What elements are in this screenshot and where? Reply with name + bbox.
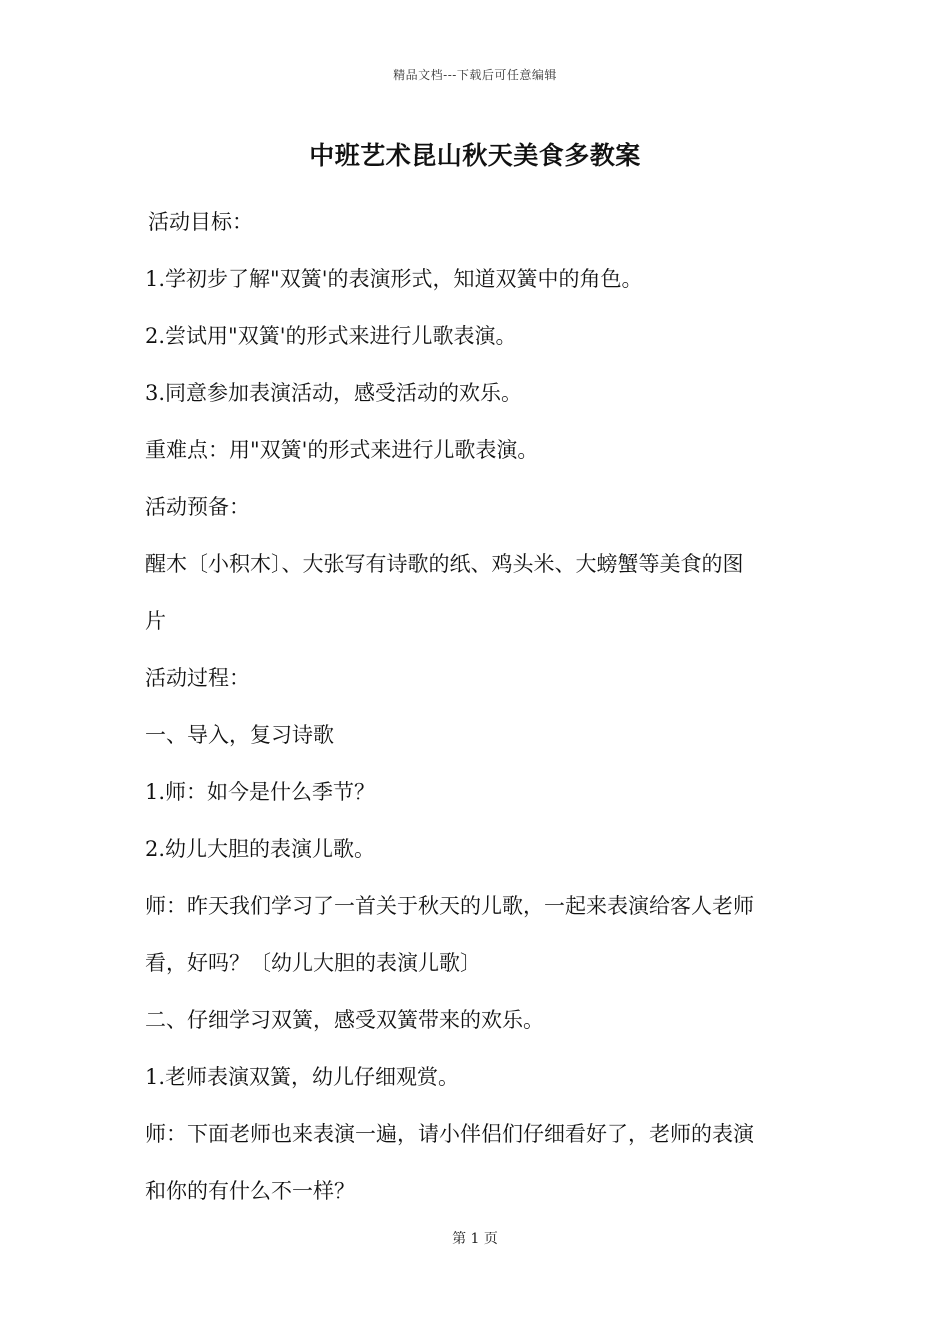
page-header: 精品文档---下载后可任意编辑 xyxy=(393,68,557,82)
paragraph-line: 2.尝试用"双簧'的形式来进行儿歌表演。 xyxy=(145,324,517,348)
paragraph-line: 重难点：用"双簧'的形式来进行儿歌表演。 xyxy=(145,438,539,462)
paragraph-line: 一、导入，复习诗歌 xyxy=(145,723,334,747)
paragraph-line: 师：昨天我们学习了一首关于秋天的儿歌，一起来表演给客人老师 xyxy=(145,894,754,918)
paragraph-line: 看，好吗？〔幼儿大胆的表演儿歌〕 xyxy=(145,951,481,975)
paragraph-line: 3.同意参加表演活动，感受活动的欢乐。 xyxy=(145,381,523,405)
paragraph-line: 师：下面老师也来表演一遍，请小伴侣们仔细看好了，老师的表演 xyxy=(145,1122,754,1146)
paragraph-line: 2.幼儿大胆的表演儿歌。 xyxy=(145,837,376,861)
paragraph-line: 1.学初步了解"双簧'的表演形式，知道双簧中的角色。 xyxy=(145,267,643,291)
paragraph-line: 和你的有什么不一样？ xyxy=(145,1179,355,1203)
paragraph-line: 醒木〔小积木〕、大张写有诗歌的纸、鸡头米、大螃蟹等美食的图 xyxy=(145,552,744,576)
section-heading-process: 活动过程： xyxy=(145,666,250,690)
section-heading-prep: 活动预备： xyxy=(145,495,250,519)
paragraph-line: 片 xyxy=(145,609,166,633)
paragraph-line: 1.老师表演双簧，幼儿仔细观赏。 xyxy=(145,1065,460,1089)
paragraph-line: 二、仔细学习双簧，感受双簧带来的欢乐。 xyxy=(145,1008,544,1032)
page-number: 第 1 页 xyxy=(452,1231,498,1247)
section-heading-goals: 活动目标： xyxy=(148,210,253,234)
document-title: 中班艺术昆山秋天美食多教案 xyxy=(309,141,641,170)
paragraph-line: 1.师：如今是什么季节？ xyxy=(145,780,376,804)
